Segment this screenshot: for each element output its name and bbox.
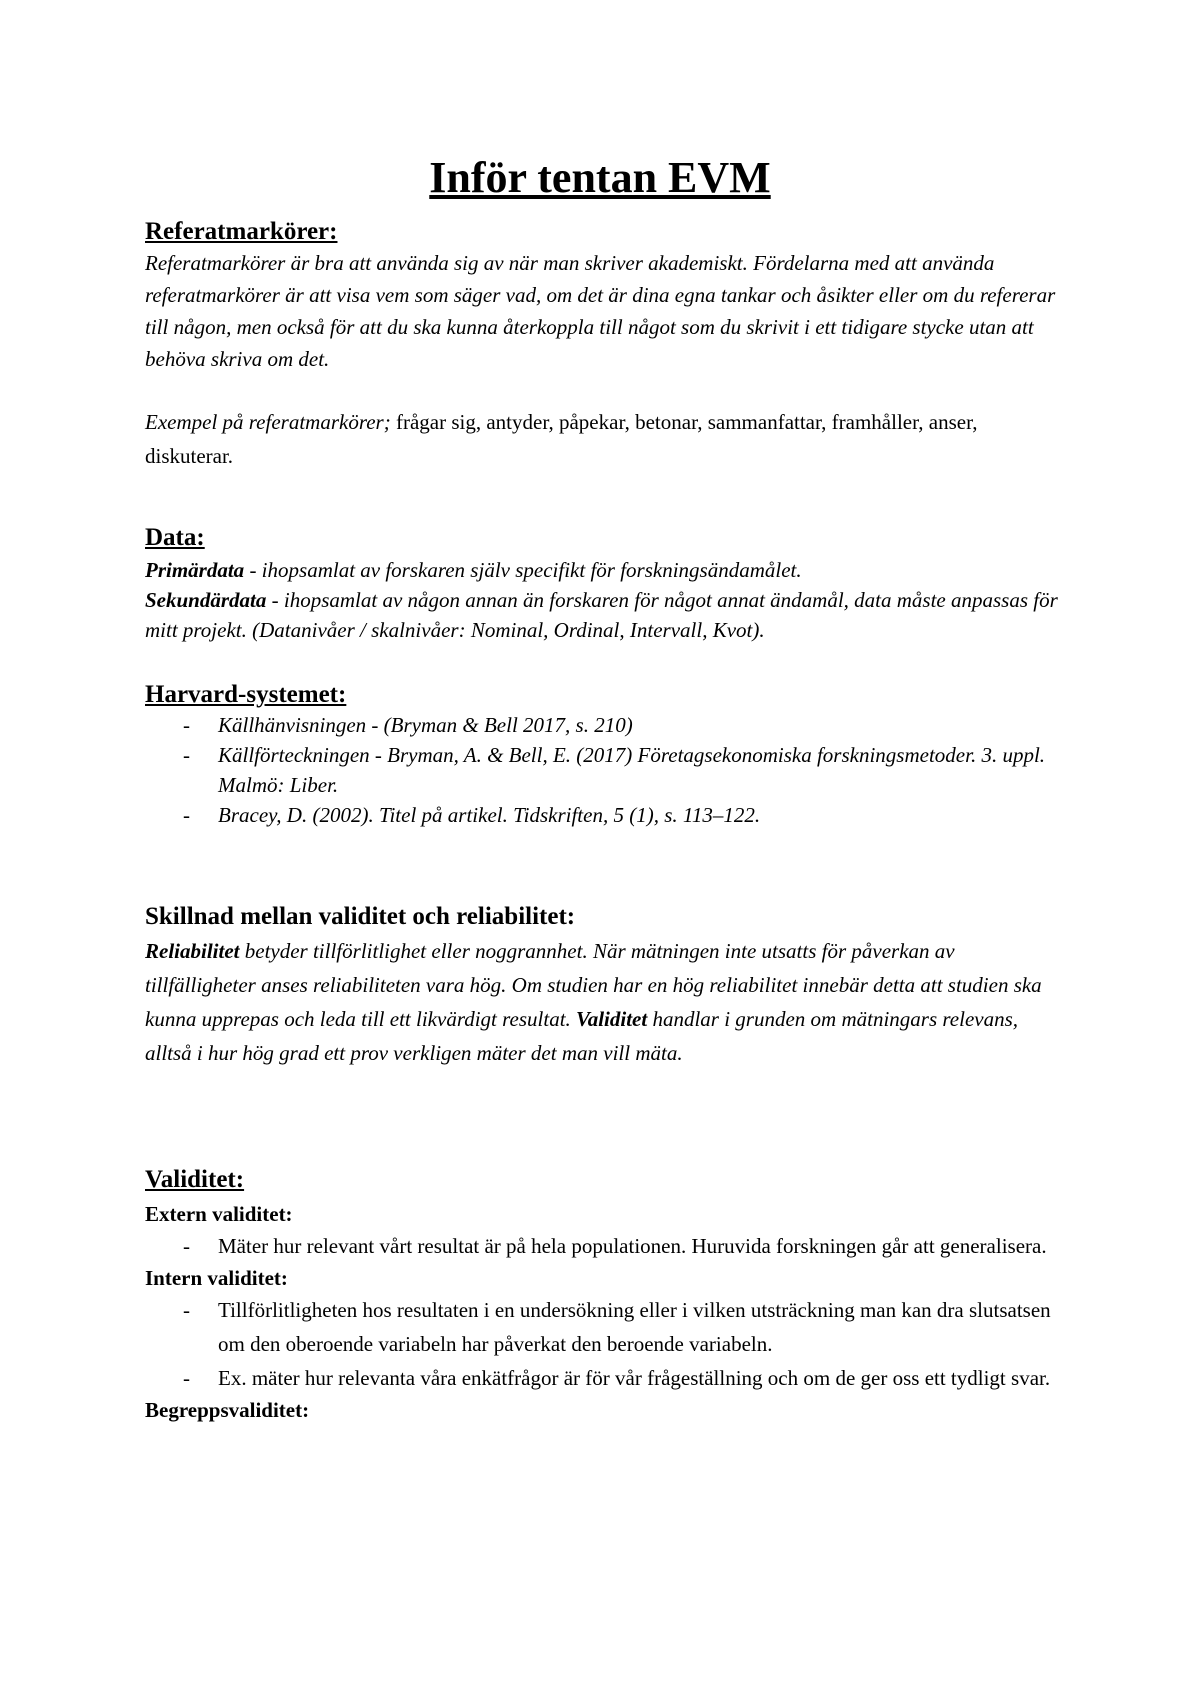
list-item: - Mäter hur relevant vårt resultat är på hela populationen. Huruvida forskningen går att generalisera. — [145, 1229, 1065, 1263]
document-title: Inför tentan EVM — [429, 153, 771, 202]
list-item: - Tillförlitligheten hos resultaten i en undersökning eller i vilken utsträckning man kan dra slutsatsen om den oberoende variabeln har påverkat den beroende variabeln. — [145, 1293, 1065, 1361]
dash-icon: - — [183, 1366, 190, 1390]
secondary-term: Sekundärdata — [145, 588, 267, 612]
heading-validitet: Validitet: — [145, 1166, 245, 1193]
section-validitet — [145, 1165, 1065, 1425]
referat-example — [145, 405, 1065, 473]
heading-intern-validitet: Intern validitet: — [145, 1266, 288, 1290]
heading-data: Data: — [145, 524, 205, 551]
list-item: - Ex. mäter hur relevanta våra enkätfrågor är för vår frågeställning och om de ger oss ett tydligt svar. — [145, 1361, 1065, 1395]
referat-example-text: frågar sig, antyder, påpekar, betonar, sammanfattar, framhåller, anser, diskuterar. — [145, 410, 978, 468]
skillnad-paragraph: Reliabilitet betyder tillförlitlighet eller noggrannhet. När mätningen inte utsatts för påverkan av tillfälligheter anses reliabiliteten vara hög. Om studien har en hög reliabilitet innebär detta att studien ska kunna upprepas och leda till ett likvärdigt resultat. Validitet handlar i grunden om mätningars relevans, alltså i hur hög grad ett prov verkligen mäter det man vill mäta. — [145, 939, 1042, 1065]
extern-list — [145, 1229, 1065, 1263]
heading-referatmarkorer: Referatmarkörer: — [145, 218, 338, 245]
secondary-text: - ihopsamlat av någon annan än forskaren för något annat ändamål, data måste anpassas för mitt projekt. (Datanivåer / skalnivåer: Nominal, Ordinal, Intervall, Kvot). — [145, 588, 1058, 642]
intern-list — [145, 1293, 1065, 1395]
heading-skillnad: Skillnad mellan validitet och reliabilitet: — [145, 903, 576, 930]
harvard-list — [145, 710, 1065, 830]
dash-icon: - — [183, 743, 190, 767]
section-harvard — [145, 680, 1065, 830]
reliabilitet-term: Reliabilitet — [145, 939, 240, 963]
list-item: - Källhänvisningen - (Bryman & Bell 2017, s. 210) — [145, 710, 1065, 740]
dash-icon: - — [183, 803, 190, 827]
primary-term: Primärdata — [145, 558, 245, 582]
referat-paragraph: Referatmarkörer är bra att använda sig av när man skriver akademiskt. Fördelarna med att använda referatmarkörer är att visa vem som säger vad, om det är dina egna tankar och åsikter eller om du refererar till någon, men också för att du ska kunna återkoppla till något som du skrivit i ett tidigare stycke utan att behöva skriva om det. — [145, 251, 1056, 371]
referat-example-label: Exempel på referatmarkörer; — [145, 410, 391, 434]
primary-text: - ihopsamlat av forskaren själv specifikt för forskningsändamålet. — [244, 558, 802, 582]
dash-icon: - — [183, 1298, 190, 1322]
dash-icon: - — [183, 713, 190, 737]
data-secondary — [145, 585, 1065, 645]
dash-icon: - — [183, 1234, 190, 1258]
section-data — [145, 523, 1065, 645]
section-skillnad — [145, 902, 1065, 1070]
validitet-term: Validitet — [576, 1007, 648, 1031]
heading-begreppsvaliditet: Begreppsvaliditet: — [145, 1398, 310, 1422]
heading-extern-validitet: Extern validitet: — [145, 1202, 293, 1226]
heading-harvard: Harvard-systemet: — [145, 681, 347, 708]
section-referatmarkorer — [145, 217, 1065, 473]
list-item: - Källförteckningen - Bryman, A. & Bell, E. (2017) Företagsekonomiska forskningsmetoder. 3. uppl. Malmö: Liber. — [145, 740, 1065, 800]
data-primary — [145, 555, 1065, 585]
list-item: - Bracey, D. (2002). Titel på artikel. Tidskriften, 5 (1), s. 113–122. — [145, 800, 1065, 830]
